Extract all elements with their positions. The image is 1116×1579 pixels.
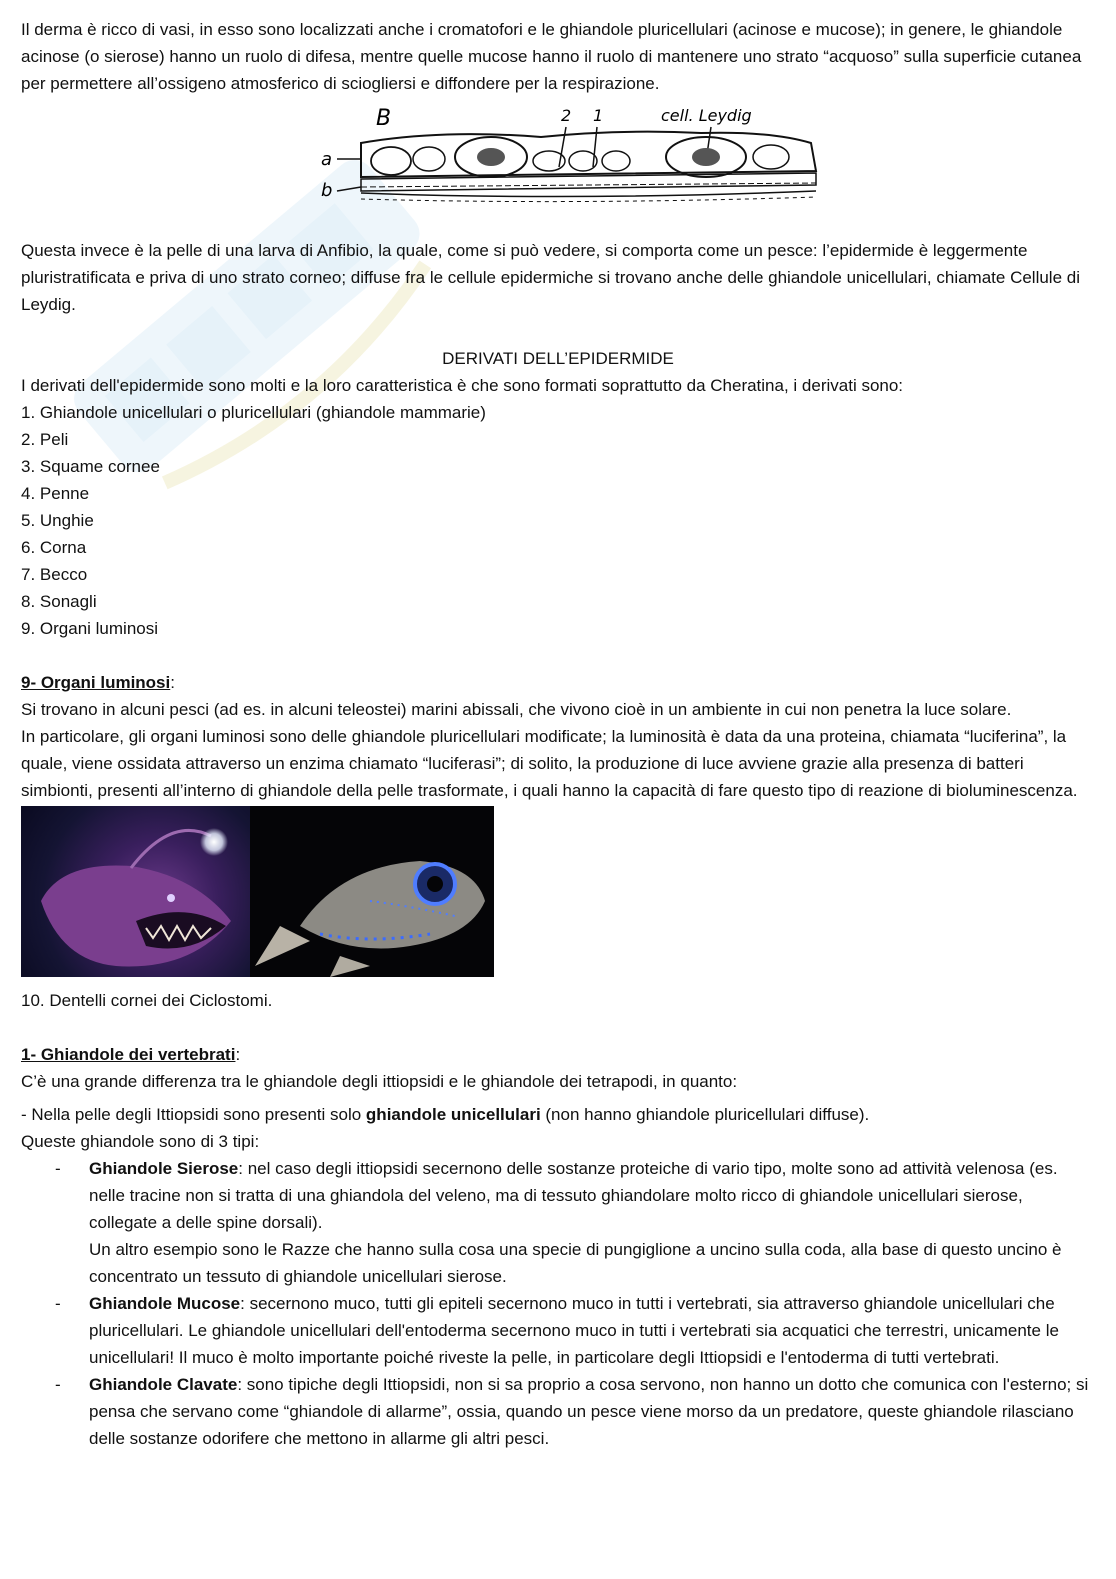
organi-heading-line xyxy=(21,669,1095,696)
fish-photos xyxy=(21,806,494,977)
list-item: 5. Unghie xyxy=(21,511,94,530)
anglerfish-photo xyxy=(21,806,250,977)
tipi-line: Queste ghiandole sono di 3 tipi: xyxy=(21,1132,260,1151)
ittiopsidi-paragraph xyxy=(21,1101,1095,1128)
label-leydig: cell. Leydig xyxy=(661,106,752,125)
list-item: 7. Becco xyxy=(21,565,88,584)
list-item: 9. Organi luminosi xyxy=(21,619,159,638)
bullet-clavate xyxy=(21,1371,1095,1452)
bullet-title: Ghiandole Clavate xyxy=(89,1375,238,1394)
ghiandole-heading: 1- Ghiandole dei vertebrati xyxy=(21,1045,236,1064)
bullet-dash: - xyxy=(55,1375,61,1394)
list-item: 8. Sonagli xyxy=(21,592,97,611)
label-a: a xyxy=(321,149,333,170)
skin-section-figure xyxy=(21,97,1095,237)
label-1: 1 xyxy=(593,106,604,125)
label-b: b xyxy=(321,180,333,201)
bullet-sierose xyxy=(21,1155,1095,1290)
larva-skin-diagram xyxy=(321,101,841,221)
list-item: 6. Corna xyxy=(21,538,87,557)
label-2: 2 xyxy=(561,106,572,125)
organi-paragraph-1: Si trovano in alcuni pesci (ad es. in alcuni teleostei) marini abissali, che vivono cioè in un ambiente in cui non penetra la luce solare. xyxy=(21,700,1012,719)
derivati-title: DERIVATI DELL’EPIDERMIDE xyxy=(442,349,674,368)
list-item: 4. Penne xyxy=(21,484,90,503)
ittiopsidi-text-bold: ghiandole unicellulari xyxy=(365,1105,541,1124)
bullet-text: : sono tipiche degli Ittiopsidi, non si sa proprio a cosa servono, non hanno un dotto che comunica con l'esterno; si pensa che servano come “ghiandole di allarme”, ossia, quando un pesce viene morso da un predatore, queste ghiandole rilasciano delle sostanze odorifere che mettono in allarme gli altri pesci. xyxy=(89,1375,1089,1448)
larva-paragraph: Questa invece è la pelle di una larva di Anfibio, la quale, come si può vedere, si comporta come un pesce: l’epidermide è leggermente pluristratificata e priva di uno strato corneo; diffuse fra le cellule epidermiche si trovano anche delle ghiandole unicellulari, chiamate Cellule di Leydig. xyxy=(21,241,1080,314)
bullet-text: : nel caso degli ittiopsidi secernono delle sostanze proteiche di vario tipo, molte sono ad attività velenosa (es. nelle tracine non si tratta di una ghiandola del veleno, ma di tessuto ghiandolare molto ricco di ghiandole unicellulari sierose, collegate a delle spine dorsali). xyxy=(89,1159,1058,1232)
ittiopsidi-text-pre: - Nella pelle degli Ittiopsidi sono presenti solo xyxy=(21,1105,366,1124)
bullet-extra: Un altro esempio sono le Razze che hanno sulla cosa una specie di pungiglione a uncino sulla coda, alla base di questo uncino è concentrato un tessuto di ghiandole unicellulari sierose. xyxy=(89,1240,1062,1286)
bullet-text: : secernono muco, tutti gli epiteli secernono muco in tutti i vertebrati, sia attraverso ghiandole unicellulari che pluricellulari. Le ghiandole unicellulari dell'entoderma secernono muco in tutti i vertebrati sia acquatici che terrestri, unicamente le unicellulari! Il muco è molto importante poiché riveste la pelle, in particolare degli Ittiopsidi e l'entoderma di tutti vertebrati. xyxy=(89,1294,1059,1367)
list-item: 2. Peli xyxy=(21,430,69,449)
organi-heading: 9- Organi luminosi xyxy=(21,673,171,692)
bullet-title: Ghiandole Mucose xyxy=(89,1294,241,1313)
dentelli-item: 10. Dentelli cornei dei Ciclostomi. xyxy=(21,991,273,1010)
ghiandole-heading-line xyxy=(21,1041,1095,1068)
list-item: 3. Squame cornee xyxy=(21,457,160,476)
bullet-title: Ghiandole Sierose xyxy=(89,1159,239,1178)
list-item: 1. Ghiandole unicellulari o pluricellulari (ghiandole mammarie) xyxy=(21,403,486,422)
derivati-list xyxy=(21,399,1095,642)
bullet-dash: - xyxy=(55,1294,61,1313)
label-B: B xyxy=(376,106,392,131)
derivati-intro: I derivati dell'epidermide sono molti e la loro caratteristica è che sono formati soprattutto da Cheratina, i derivati sono: xyxy=(21,376,904,395)
organi-paragraph-2: In particolare, gli organi luminosi sono delle ghiandole pluricellulari modificate; la luminosità è data da una proteina, chiamata “luciferina”, la quale, viene ossidata attraverso un enzima chiamato “luciferasi”; di solito, la produzione di luce avviene grazie alla presenza di batteri simbionti, presenti all’interno di ghiandole della pelle trasformate, i quali hanno la capacità di fare questo tipo di reazione di bioluminescenza. xyxy=(21,727,1078,800)
intro-paragraph: Il derma è ricco di vasi, in esso sono localizzati anche i cromatofori e le ghiandole pluricellulari (acinose e mucose); in genere, le ghiandole acinose (o sierose) hanno un ruolo di difesa, mentre quelle mucose hanno il ruolo di mantenere uno strato “acquoso” sulla superficie cutanea per permettere all’ossigeno atmosferico di sciogliersi e diffondere per la respirazione. xyxy=(21,20,1082,93)
ittiopsidi-text-post: (non hanno ghiandole pluricellulari diffuse). xyxy=(540,1105,870,1124)
ghiandole-intro: C’è una grande differenza tra le ghiandole degli ittiopsidi e le ghiandole dei tetrapodi, in quanto: xyxy=(21,1072,738,1091)
ghiandole-heading-colon: : xyxy=(235,1045,241,1064)
organi-heading-colon: : xyxy=(170,673,175,692)
lanternfish-photo xyxy=(250,806,494,977)
bullet-mucose xyxy=(21,1290,1095,1371)
document-content xyxy=(21,16,1095,1452)
ghiandole-bullets xyxy=(21,1155,1095,1452)
bullet-dash: - xyxy=(55,1159,61,1178)
